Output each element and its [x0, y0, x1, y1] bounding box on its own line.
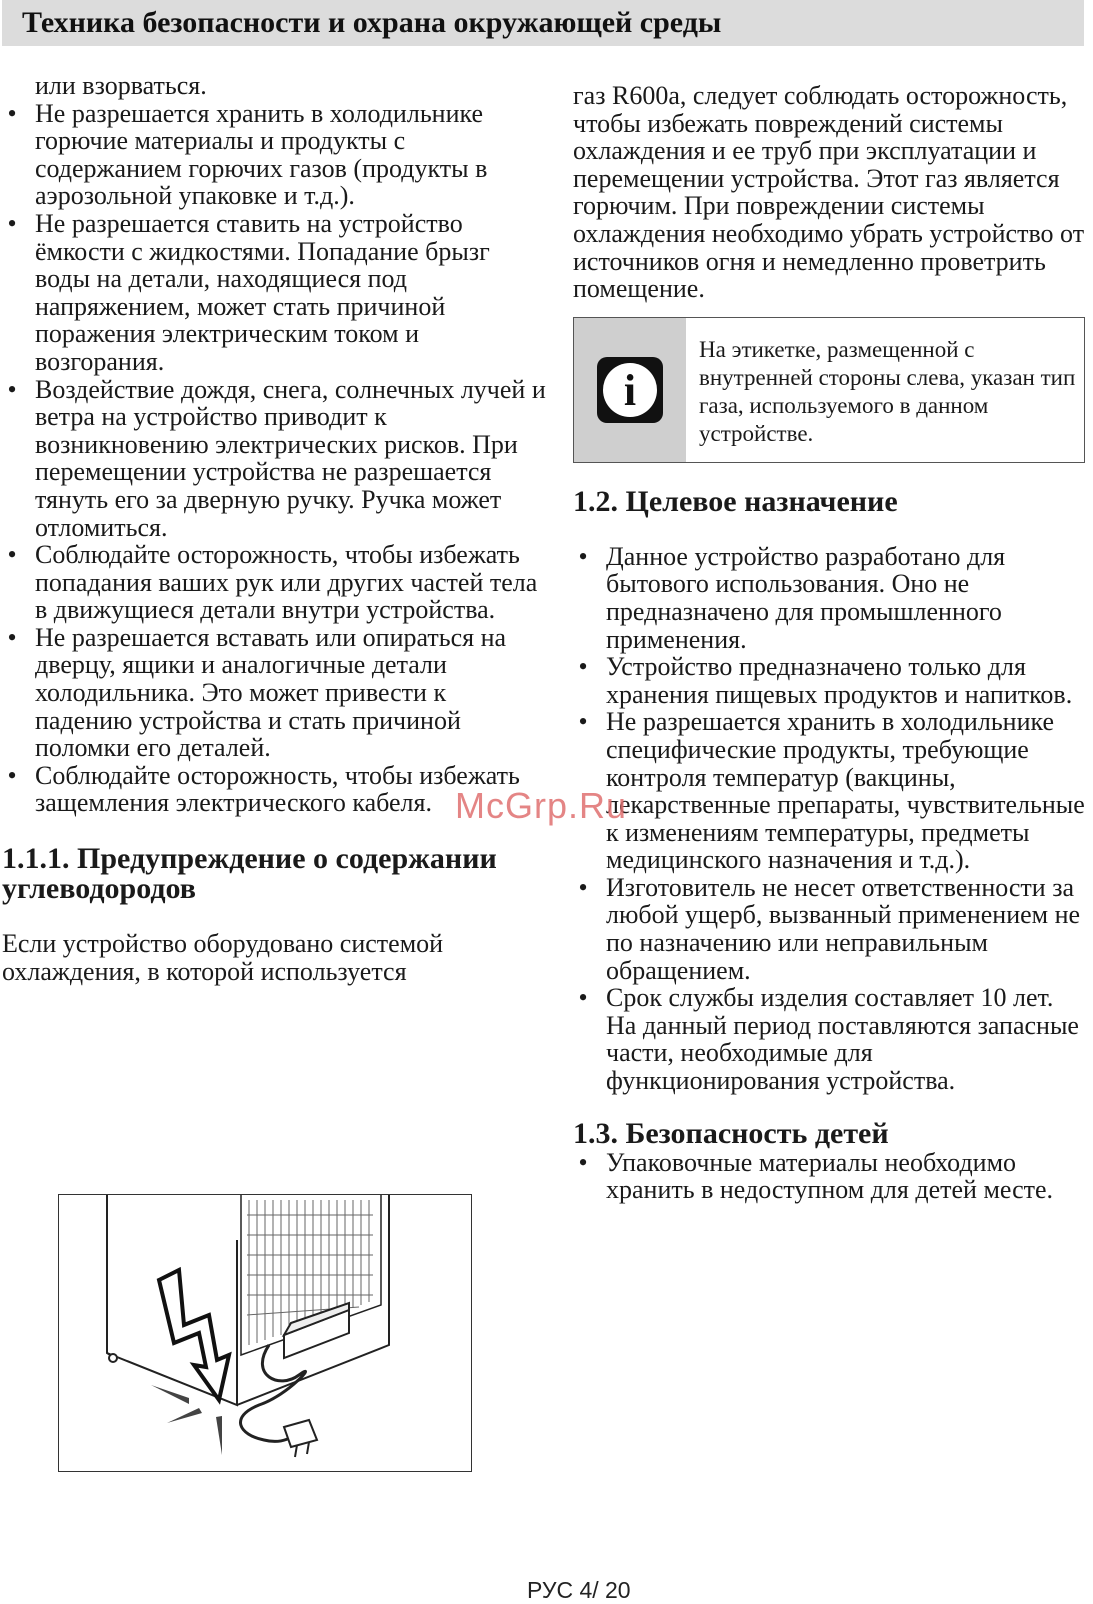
- bullet-marker: •: [7, 208, 17, 238]
- list-item: [573, 653, 1088, 708]
- info-icon-cell: [574, 318, 686, 462]
- bullet-marker: •: [7, 540, 17, 570]
- section-heading-1-3: 1.3. Безопасность детей: [573, 1116, 889, 1150]
- bullet-continuation: или взорваться.: [35, 71, 207, 100]
- section-heading-1-1-1: 1.1.1. Предупреждение о содержании углеводородов: [2, 842, 497, 906]
- info-icon-letter: i: [623, 365, 637, 415]
- bullet-marker: •: [578, 983, 588, 1013]
- page-title: Техника безопасности и охрана окружающей среды: [22, 6, 722, 39]
- bullet-marker: •: [578, 707, 588, 737]
- list-item: [2, 624, 547, 762]
- r600a-paragraph: газ R600a, следует соблюдать осторожность, чтобы избежать повреждений системы охлаждения и ее труб при эксплуатации и перемещении устройства. Этот газ является горючим. При повреждении системы охлаждения необходимо убрать устройство от источников огня и немедленно проветрить помещение.: [573, 81, 1085, 304]
- fridge-cable-illustration: [58, 1194, 472, 1472]
- list-item-text: Не разрешается хранить в холодильнике специфические продукты, требующие контроля температур (вакцины, лекарственные препараты, чувствительные к изменениям температуры, предметы медицинского назначения и т.д.).: [606, 707, 1085, 875]
- header-bar: [2, 0, 1084, 46]
- left-column: [2, 72, 547, 985]
- list-item: [573, 984, 1088, 1094]
- list-item: [573, 874, 1088, 984]
- watermark: McGrp.Ru: [455, 785, 628, 826]
- list-item-text: Воздействие дождя, снега, солнечных лучей и ветра на устройство приводит к возникновению электрических рисков. При перемещении устройства не разрешается тянуть его за дверную ручку. Ручка может отломиться.: [35, 374, 546, 542]
- hydrocarbon-paragraph: Если устройство оборудовано системой охлаждения, в которой используется: [2, 929, 444, 986]
- bullet-list-purpose: [573, 543, 1088, 1095]
- bullet-marker: •: [7, 622, 17, 652]
- list-item-text: Соблюдайте осторожность, чтобы избежать защемления электрического кабеля.: [35, 760, 520, 818]
- bullet-marker: •: [7, 98, 17, 128]
- list-item-text: Не разрешается хранить в холодильнике горючие материалы и продукты с содержанием горючих газов (продукты в аэрозольной упаковке и т.д.).: [35, 98, 488, 211]
- info-note-text: На этикетке, размещенной с внутренней стороны слева, указан тип газа, используемого в данном устройстве.: [699, 336, 1076, 446]
- right-column: [573, 82, 1088, 1204]
- list-item: [2, 100, 547, 210]
- list-item-text: Изготовитель не несет ответственности за любой ущерб, вызванный применением не по назначению или неправильным обращением.: [606, 872, 1081, 985]
- list-item-text: Соблюдайте осторожность, чтобы избежать попадания ваших рук или других частей тела в движущиеся детали внутри устройства.: [35, 540, 538, 625]
- page-number: РУС 4/ 20: [527, 1577, 631, 1603]
- list-item: [573, 543, 1088, 653]
- list-item-text: Данное устройство разработано для бытового использования. Оно не предназначено для промышленного применения.: [606, 541, 1006, 654]
- info-note-box: [573, 317, 1085, 463]
- bullet-list-children: [573, 1149, 1088, 1204]
- list-item: [573, 1149, 1088, 1204]
- list-item: [573, 708, 1088, 874]
- info-icon: [597, 357, 663, 423]
- bullet-marker: •: [7, 760, 17, 790]
- list-item: [2, 541, 547, 624]
- bullet-marker: •: [578, 1147, 588, 1177]
- bullet-marker: •: [578, 872, 588, 902]
- list-item-text: Не разрешается вставать или опираться на дверцу, ящики и аналогичные детали холодильника. Это может привести к падению устройства и стать причиной поломки его деталей.: [35, 622, 507, 763]
- fridge-back-image: [59, 1195, 472, 1472]
- list-item-text: Устройство предназначено только для хранения пищевых продуктов и напитков.: [606, 652, 1073, 709]
- list-item: [2, 210, 547, 376]
- section-heading-1-2: 1.2. Целевое назначение: [573, 484, 898, 518]
- bullet-list-safety: [2, 100, 547, 817]
- list-item-text: Упаковочные материалы необходимо хранить в недоступном для детей месте.: [606, 1147, 1054, 1205]
- list-item-text: Срок службы изделия составляет 10 лет. На данный период поставляются запасные части, необходимые для функционирования устройства.: [606, 983, 1079, 1096]
- list-item-text: Не разрешается ставить на устройство ёмкости с жидкостями. Попадание брызг воды на детали, находящиеся под напряжением, может стать причиной поражения электрическим током и возгорания.: [35, 208, 490, 376]
- bullet-marker: •: [578, 541, 588, 571]
- list-item: [2, 376, 547, 542]
- bullet-marker: •: [7, 374, 17, 404]
- bullet-marker: •: [578, 652, 588, 682]
